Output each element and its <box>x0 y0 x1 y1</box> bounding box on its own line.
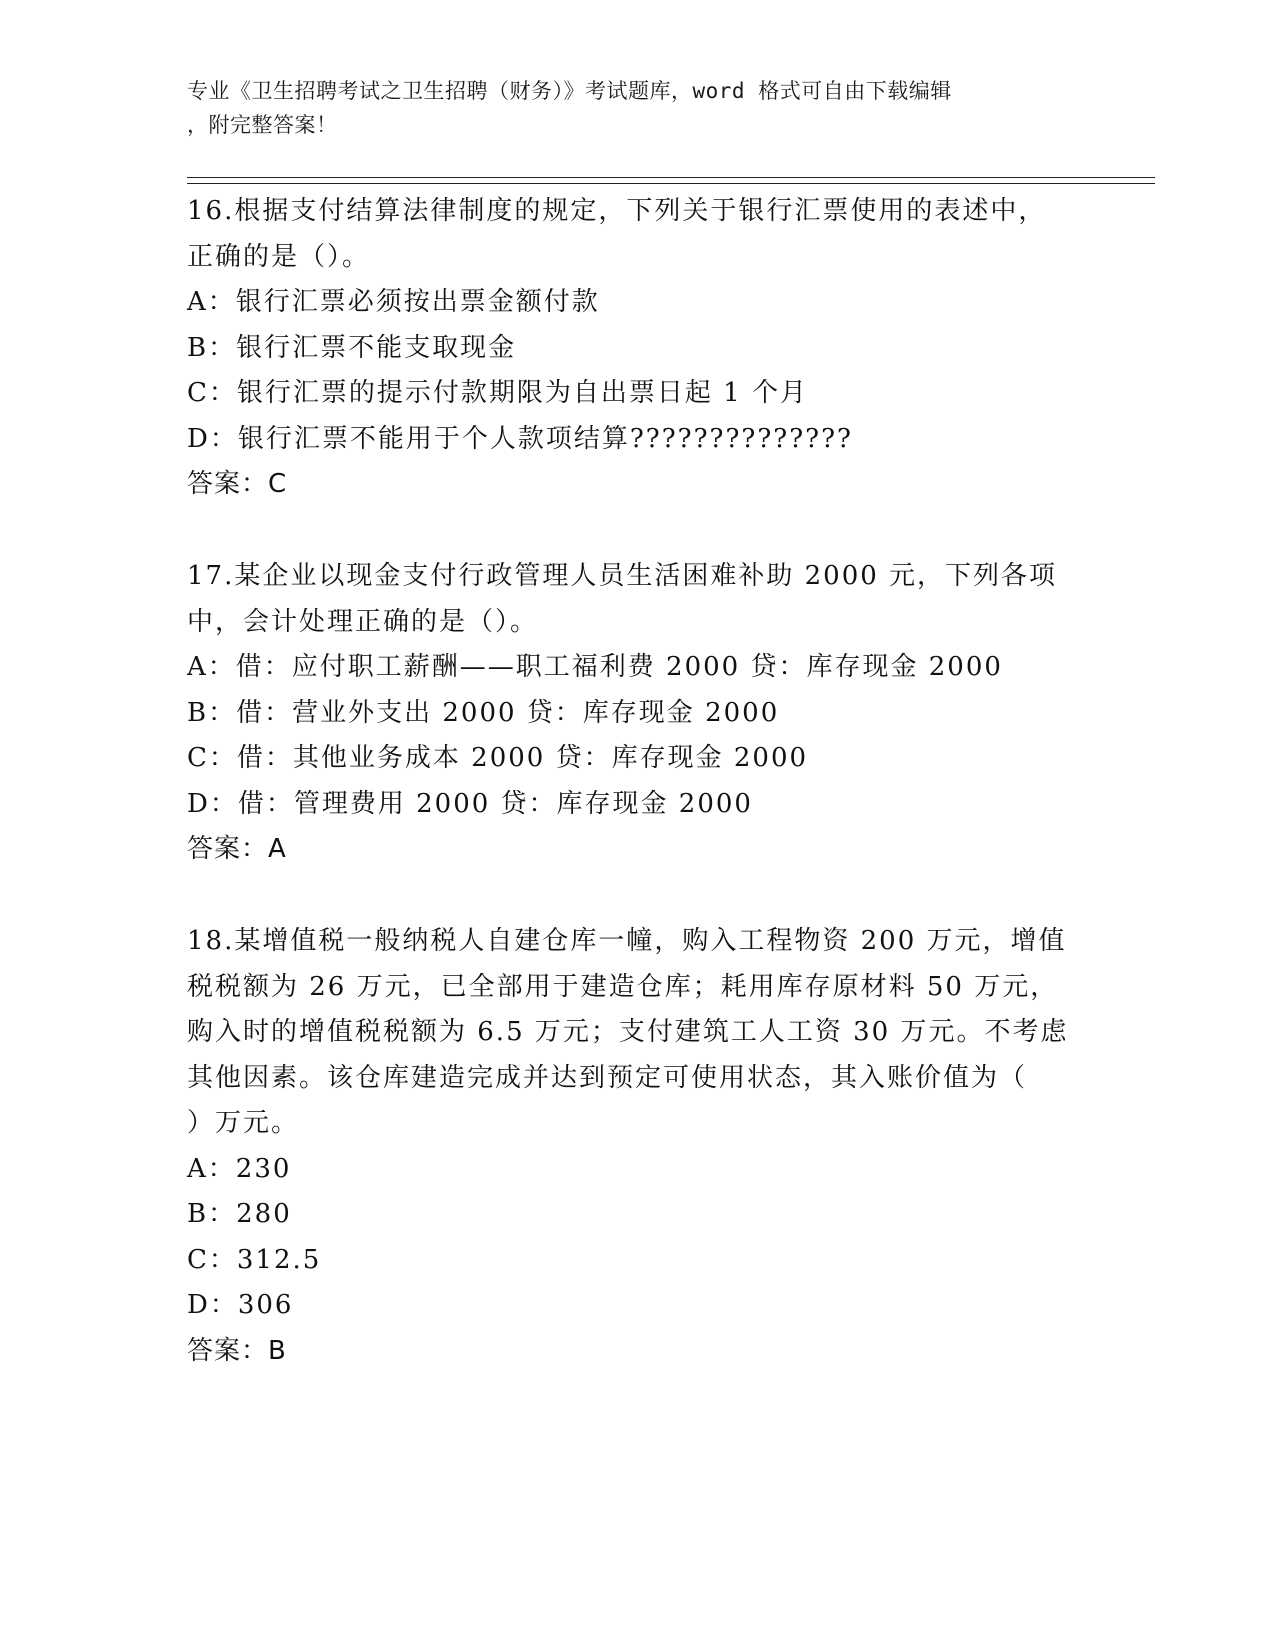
question-18-stem-line-3: 购入时的增值税税额为 6.5 万元；支付建筑工人工资 30 万元。不考虑 <box>187 1017 1069 1047</box>
question-18-answer: 答案：B <box>187 1335 287 1366</box>
question-16-option-b: B：银行汇票不能支取现金 <box>187 332 517 363</box>
question-16 <box>187 189 1067 508</box>
question-17-option-c: C：借：其他业务成本 2000 贷：库存现金 2000 <box>187 743 809 773</box>
question-18-stem-line-2: 税税额为 26 万元，已全部用于建造仓库；耗用库存原材料 50 万元， <box>187 971 1059 1002</box>
question-16-option-a: A：银行汇票必须按出票金额付款 <box>187 287 600 317</box>
question-18-option-b: B：280 <box>187 1199 292 1229</box>
header-line-1: 专业《卫生招聘考试之卫生招聘（财务）》考试题库，word 格式可自由下载编辑 <box>187 79 952 103</box>
question-17-option-a: A：借：应付职工薪酬——职工福利费 2000 贷：库存现金 2000 <box>187 652 1003 682</box>
question-16-option-c: C：银行汇票的提示付款期限为自出票日起 1 个月 <box>187 378 808 408</box>
question-17-option-b: B：借：营业外支出 2000 贷：库存现金 2000 <box>187 697 780 728</box>
question-16-stem-line-2: 正确的是（）。 <box>187 241 371 272</box>
header-line-2: ，附完整答案！ <box>187 113 338 137</box>
question-18-stem-line-4: 其他因素。该仓库建造完成并达到预定可使用状态，其入账价值为（ <box>187 1062 1028 1093</box>
question-17-stem-line-1: 17.某企业以现金支付行政管理人员生活困难补助 2000 元，下列各项 <box>187 561 1058 591</box>
document-header <box>187 74 1067 142</box>
question-17-answer: 答案：A <box>187 834 287 864</box>
question-18-stem-line-5: ）万元。 <box>187 1108 300 1138</box>
question-17-stem-line-2: 中，会计处理正确的是（）。 <box>187 606 539 637</box>
question-18-option-a: A：230 <box>187 1153 292 1184</box>
question-18-option-c: C：312.5 <box>187 1244 322 1275</box>
question-18-stem-line-1: 18.某增值税一般纳税人自建仓库一幢，购入工程物资 200 万元，增值 <box>187 926 1067 956</box>
question-18 <box>187 919 1067 1374</box>
header-divider-bottom <box>187 183 1155 184</box>
question-17 <box>187 554 1067 873</box>
header-divider-top <box>187 177 1155 178</box>
question-16-option-d: D：银行汇票不能用于个人款项结算?????????????? <box>187 423 853 454</box>
question-17-option-d: D：借：管理费用 2000 贷：库存现金 2000 <box>187 788 753 819</box>
question-16-stem-line-1: 16.根据支付结算法律制度的规定，下列关于银行汇票使用的表述中， <box>187 196 1047 226</box>
question-16-answer: 答案：C <box>187 469 288 499</box>
question-18-option-d: D：306 <box>187 1290 294 1320</box>
